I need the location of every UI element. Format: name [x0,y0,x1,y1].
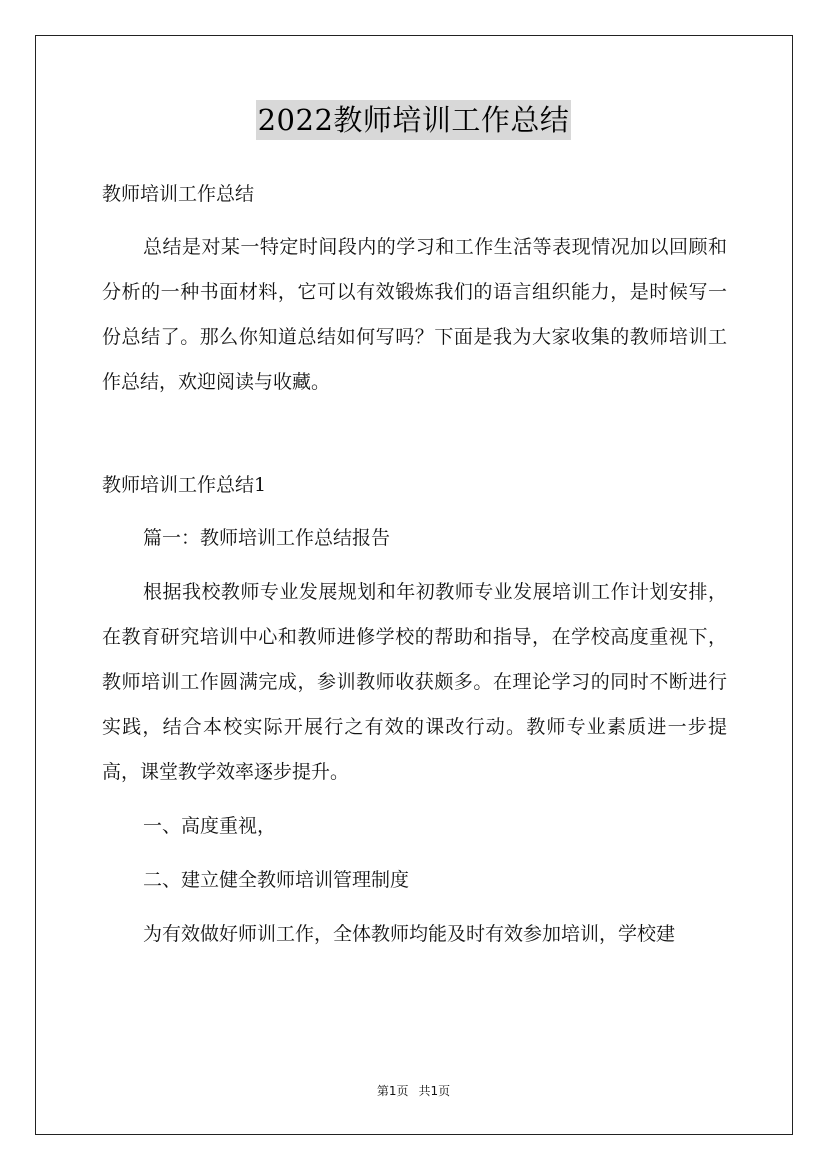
section-heading-1: 教师培训工作总结1 [102,474,267,496]
list-item-1: 一、高度重视， [143,815,277,837]
document-body [102,172,727,957]
body-paragraph-2: 为有效做好师训工作，全体教师均能及时有效参加培训，学校建 [143,923,676,945]
title-container [0,100,827,140]
body-paragraph: 根据我校教师专业发展规划和年初教师专业发展培训工作计划安排，在教育研究培训中心和教师进修学校的帮助和指导，在学校高度重视下，教师培训工作圆满完成，参训教师收获颇多。在理论学习的同时不断进行实践，结合本校实际开展行之有效的课改行动。教师专业素质进一步提高，课堂教学效率逐步提升。 [102,581,727,783]
list-item-2: 二、建立健全教师培训管理制度 [143,869,410,891]
section-heading: 教师培训工作总结 [102,183,255,205]
page-number: 第1页 [376,1084,409,1098]
document-title: 2022教师培训工作总结 [256,100,572,140]
page-footer [0,1082,827,1099]
intro-paragraph: 总结是对某一特定时间段内的学习和工作生活等表现情况加以回顾和分析的一种书面材料，它可以有效锻炼我们的语言组织能力，是时候写一份总结了。那么你知道总结如何写吗？下面是我为大家收集的教师培训工作总结，欢迎阅读与收藏。 [102,236,727,393]
chapter-heading: 篇一：教师培训工作总结报告 [143,527,391,549]
page-total: 共1页 [418,1084,451,1098]
